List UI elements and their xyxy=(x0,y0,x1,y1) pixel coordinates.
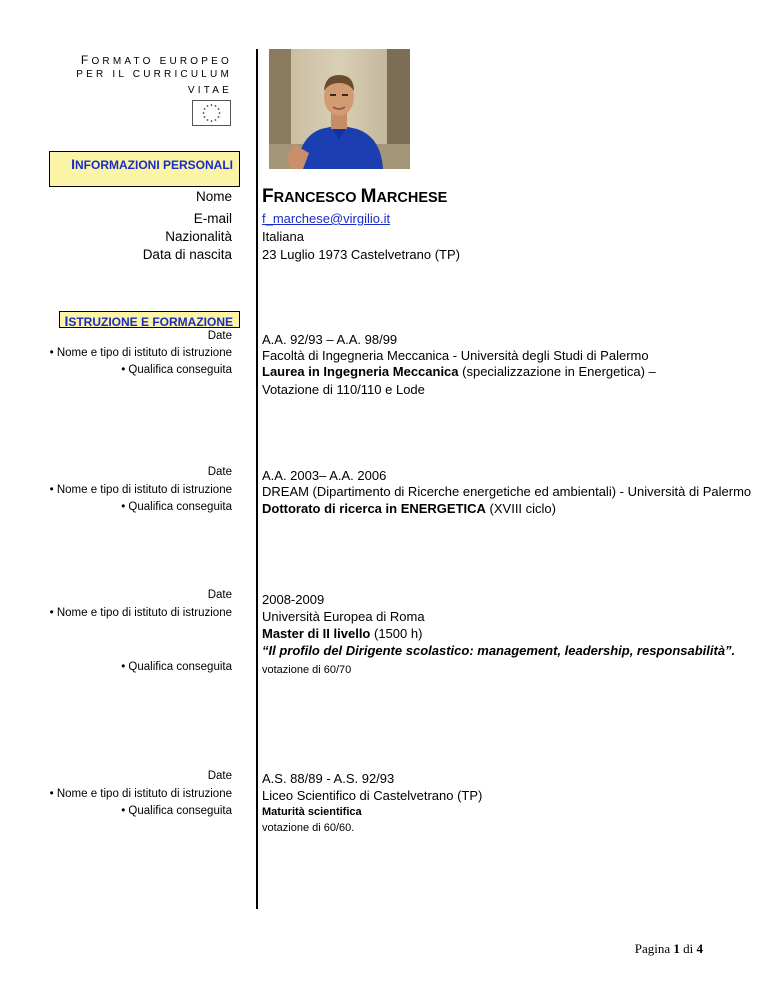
edu2-date: A.A. 2003– A.A. 2006 xyxy=(262,468,387,483)
edu1-qualification-line2: Votazione di 110/110 e Lode xyxy=(262,382,425,397)
page-number: Pagina 1 di 4 xyxy=(634,941,703,956)
email-link[interactable]: f_marchese@virgilio.it xyxy=(262,211,391,226)
edu4-institution: Liceo Scientifico di Castelvetrano (TP) xyxy=(262,788,483,803)
edu4-grade: votazione di 60/60. xyxy=(262,822,355,834)
date-label: Date xyxy=(207,466,232,478)
header-line-1: FORMATO EUROPEO xyxy=(80,53,232,67)
edu3-master: Master di II livello (1500 h) xyxy=(262,626,423,641)
nationality-label: Nazionalità xyxy=(165,229,232,244)
edu3-institution: Università Europea di Roma xyxy=(262,609,425,624)
edu4-date: A.S. 88/89 - A.S. 92/93 xyxy=(262,771,395,786)
edu1-date: A.A. 92/93 – A.A. 98/99 xyxy=(262,332,398,347)
name-label: Nome xyxy=(195,189,232,204)
section-heading-education: ISTRUZIONE E FORMAZIONE xyxy=(59,311,240,328)
email-label: E-mail xyxy=(193,211,232,226)
institution-label: • Nome e tipo di istituto di istruzione xyxy=(49,788,232,800)
profile-photo xyxy=(269,49,410,169)
qualification-label: • Qualifica conseguita xyxy=(121,364,232,376)
edu1-institution: Facoltà di Ingegneria Meccanica - Università degli Studi di Palermo xyxy=(262,348,649,363)
edu2-institution: DREAM (Dipartimento di Ricerche energetiche ed ambientali) - Università di Palermo xyxy=(262,484,752,499)
column-divider xyxy=(256,49,258,909)
qualification-label: • Qualifica conseguita xyxy=(121,661,232,673)
qualification-label: • Qualifica conseguita xyxy=(121,805,232,817)
birth-label: Data di nascita xyxy=(142,247,232,262)
date-label: Date xyxy=(207,589,232,601)
institution-label: • Nome e tipo di istituto di istruzione xyxy=(49,484,232,496)
birth-value: 23 Luglio 1973 Castelvetrano (TP) xyxy=(262,247,461,262)
institution-label: • Nome e tipo di istituto di istruzione xyxy=(49,347,232,359)
qualification-label: • Qualifica conseguita xyxy=(121,501,232,513)
header-line-3: VITAE xyxy=(187,85,232,96)
date-label: Date xyxy=(207,770,232,782)
edu3-date: 2008-2009 xyxy=(262,592,325,607)
edu4-qualification: Maturità scientifica xyxy=(262,806,362,818)
date-label: Date xyxy=(207,330,232,342)
eu-flag-icon xyxy=(192,100,231,126)
edu3-master-title: “Il profilo del Dirigente scolastico: management, leadership, responsabilità”. xyxy=(262,643,736,658)
section-heading-personal: INFORMAZIONI PERSONALI xyxy=(49,151,240,187)
email-value[interactable] xyxy=(262,211,390,226)
edu3-grade: votazione di 60/70 xyxy=(262,664,352,676)
edu1-qualification: Laurea in Ingegneria Meccanica (specializzazione in Energetica) – xyxy=(262,364,656,379)
header-line-2: PER IL CURRICULUM xyxy=(76,69,232,80)
edu2-qualification: Dottorato di ricerca in ENERGETICA (XVIII ciclo) xyxy=(262,501,556,516)
full-name: FRANCESCO MARCHESE xyxy=(262,186,448,207)
institution-label: • Nome e tipo di istituto di istruzione xyxy=(49,607,232,619)
nationality-value: Italiana xyxy=(262,229,304,244)
